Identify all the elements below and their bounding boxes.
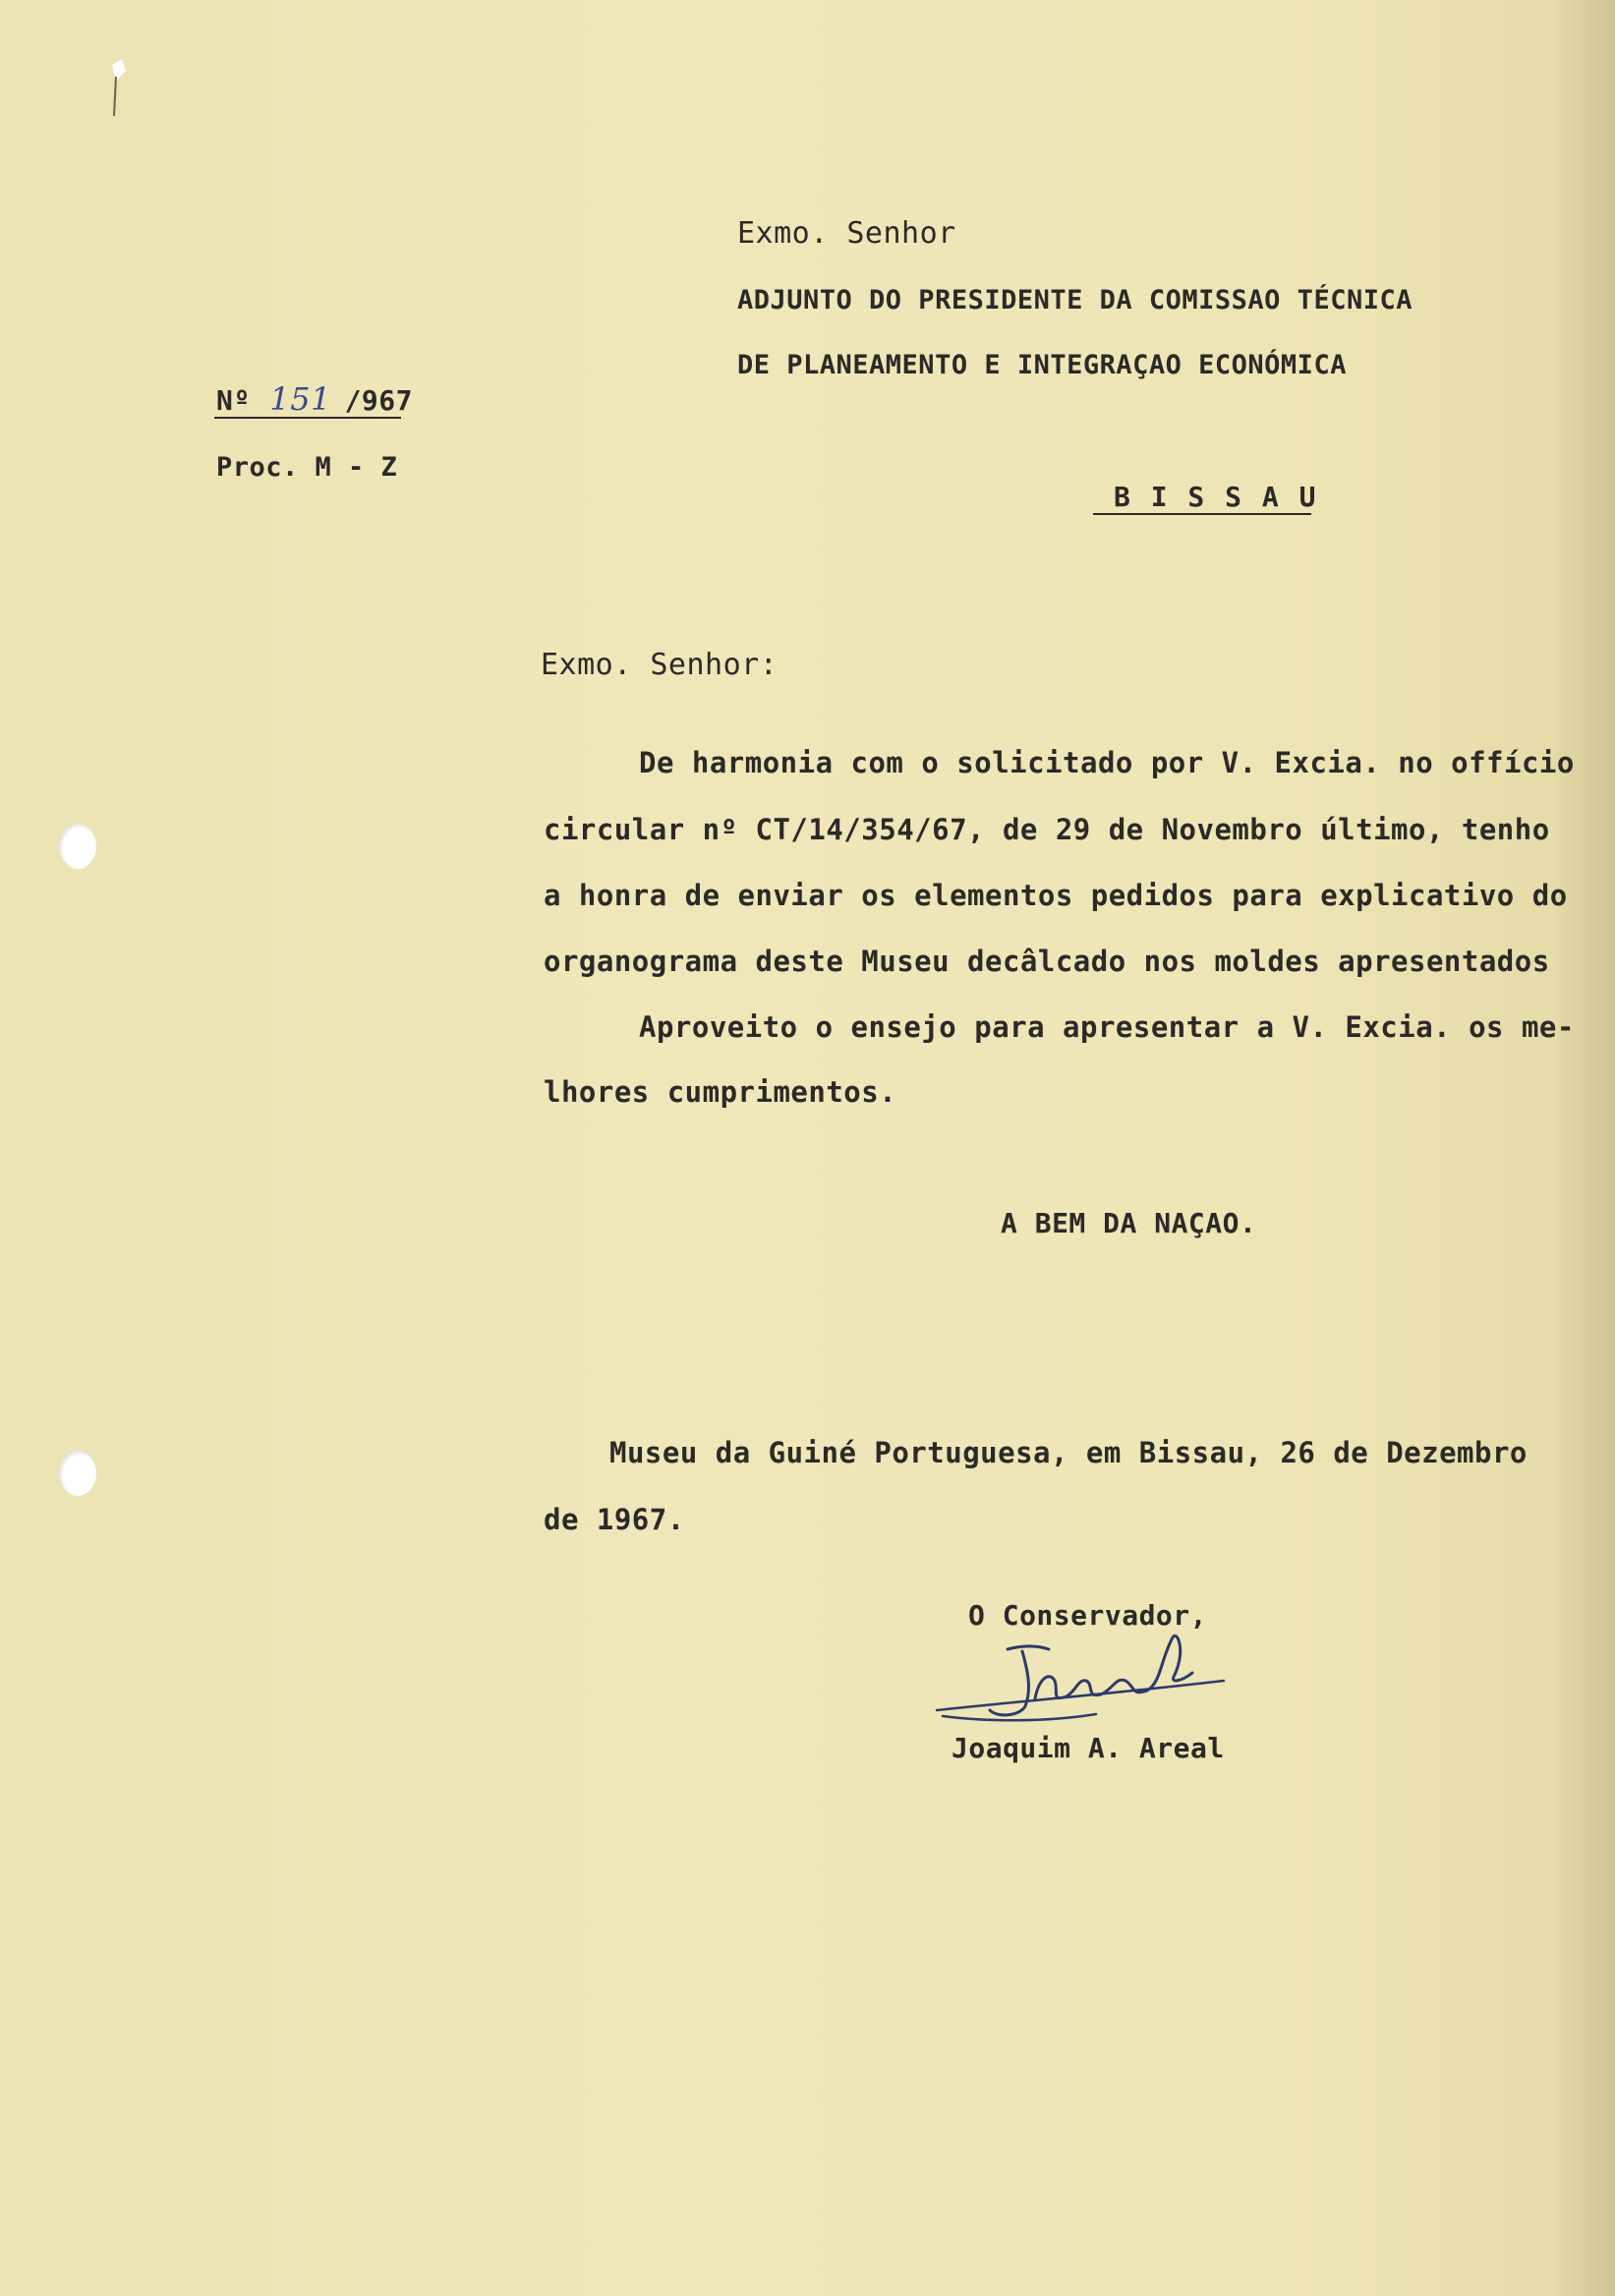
process-code: Proc. M - Z bbox=[216, 452, 398, 483]
recipient-line-1: ADJUNTO DO PRESIDENTE DA COMISSAO TÉCNICA bbox=[737, 285, 1413, 316]
punch-hole-top bbox=[59, 824, 96, 869]
punch-hole-bottom bbox=[59, 1451, 96, 1496]
city-underline bbox=[1093, 513, 1311, 515]
signatory-title: O Conservador, bbox=[968, 1599, 1208, 1632]
reference-number-suffix: /967 bbox=[344, 384, 414, 417]
dateline-line-1: Museu da Guiné Portuguesa, em Bissau, 26 de Dezembro bbox=[609, 1436, 1528, 1469]
paragraph-2-line-1: Aproveito o ensejo para apresentar a V. Excia. os me- bbox=[639, 1010, 1575, 1044]
torn-corner-mark bbox=[108, 57, 147, 116]
letter-greeting: Exmo. Senhor: bbox=[541, 648, 779, 682]
paragraph-1-line-2: circular nº CT/14/354/67, de 29 de Novembro último, tenho bbox=[544, 813, 1550, 846]
signatory-name: Joaquim A. Areal bbox=[952, 1732, 1225, 1764]
reference-number bbox=[216, 380, 414, 418]
reference-number-handwritten: 151 bbox=[269, 380, 331, 418]
recipient-salutation: Exmo. Senhor bbox=[737, 216, 956, 251]
paragraph-1-line-3: a honra de enviar os elementos pedidos para explicativo do bbox=[544, 879, 1568, 912]
closing-formula: A BEM DA NAÇAO. bbox=[1001, 1207, 1257, 1239]
dateline-line-2: de 1967. bbox=[544, 1503, 685, 1536]
reference-underline bbox=[214, 417, 401, 419]
handwritten-signature bbox=[929, 1620, 1243, 1728]
recipient-city: B I S S A U bbox=[1114, 481, 1318, 513]
reference-number-prefix: Nº bbox=[216, 384, 251, 417]
paragraph-1-line-4: organograma deste Museu decâlcado nos moldes apresentados bbox=[544, 945, 1550, 978]
recipient-line-2: DE PLANEAMENTO E INTEGRAÇAO ECONÓMICA bbox=[737, 350, 1347, 380]
paragraph-1-line-1: De harmonia com o solicitado por V. Excia. no offício bbox=[639, 746, 1575, 779]
paragraph-2-line-2: lhores cumprimentos. bbox=[544, 1075, 897, 1109]
